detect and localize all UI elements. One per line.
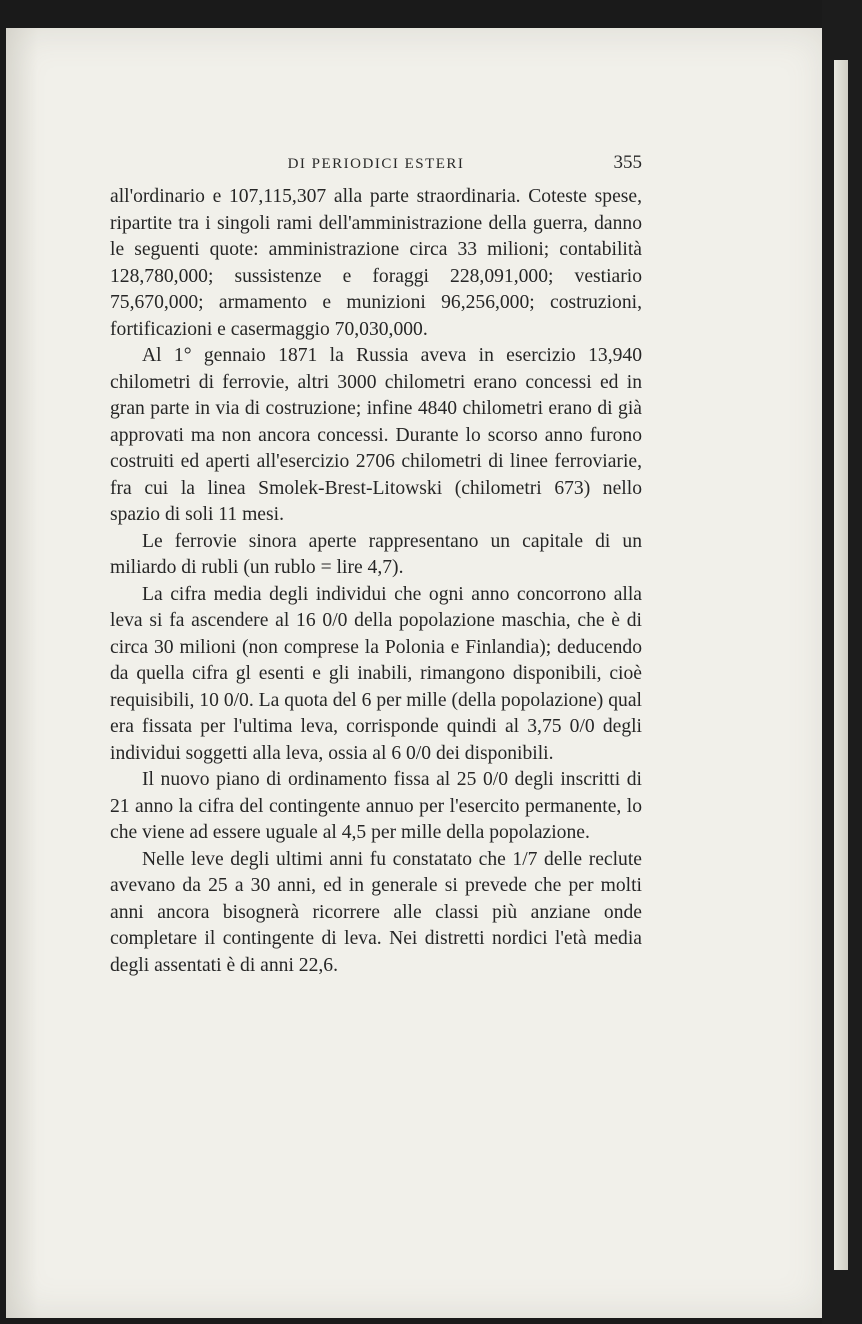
paragraph: La cifra media degli individui che ogni anno concorrono alla leva si fa ascendere al 16 0/0 della popolazione maschia, che è di circa 30 milioni (non comprese la Polonia e Finlandia); deducendo da quella cifra gl esenti e gli inabili, rimangono disponibili, cioè requisibili, 10 0/0. La quota del 6 per mille (della popolazione) qual era fissata per l'ultima leva, corrisponde quindi al 3,75 0/0 degli individui soggetti alla leva, ossia al 6 0/0 dei disponibili. [110,583,642,764]
next-page-edge [834,60,848,1270]
paragraph: Il nuovo piano di ordinamento fissa al 25 0/0 degli inscritti di 21 anno la cifra del contingente annuo per l'esercito permanente, lo che viene ad essere uguale al 4,5 per mille della popolazione. [110,769,642,843]
page-gutter-shadow [6,28,38,1318]
page-header [110,150,642,180]
paragraph: all'ordinario e 107,115,307 alla parte straordinaria. Coteste spese, ripartite tra i singoli rami dell'amministrazione della guerra, danno le seguenti quote: amministrazione circa 33 milioni; contabilità 128,780,000; sussistenze e foraggi 228,091,000; vestiario 75,670,000; armamento e munizioni 96,256,000; costruzioni, fortificazioni e casermaggio 70,030,000. [110,186,642,340]
paragraph: Nelle leve degli ultimi anni fu constatato che 1/7 delle reclute avevano da 25 a 30 anni, ed in generale si prevede che per molti anni ancora bisognerà ricorrere alle classi più anziane onde completare il contingente di leva. Nei distretti nordici l'età media degli assentati è di anni 22,6. [110,848,642,976]
body-text [110,184,642,979]
paragraph: Al 1° gennaio 1871 la Russia aveva in esercizio 13,940 chilometri di ferrovie, altri 3000 chilometri erano concessi ed in gran parte in via di costruzione; infine 4840 chilometri erano di già approvati ma non ancora concessi. Durante lo scorso anno furono costruiti ed aperti all'esercizio 2706 chilometri di linee ferroviarie, fra cui la linea Smolek-Brest-Litowski (chilometri 673) nello spazio di soli 11 mesi. [110,345,642,525]
page-number: 355 [613,152,642,173]
running-head: DI PERIODICI ESTERI [287,156,465,172]
paragraph: Le ferrovie sinora aperte rappresentano un capitale di un miliardo di rubli (un rublo = lire 4,7). [110,530,642,578]
